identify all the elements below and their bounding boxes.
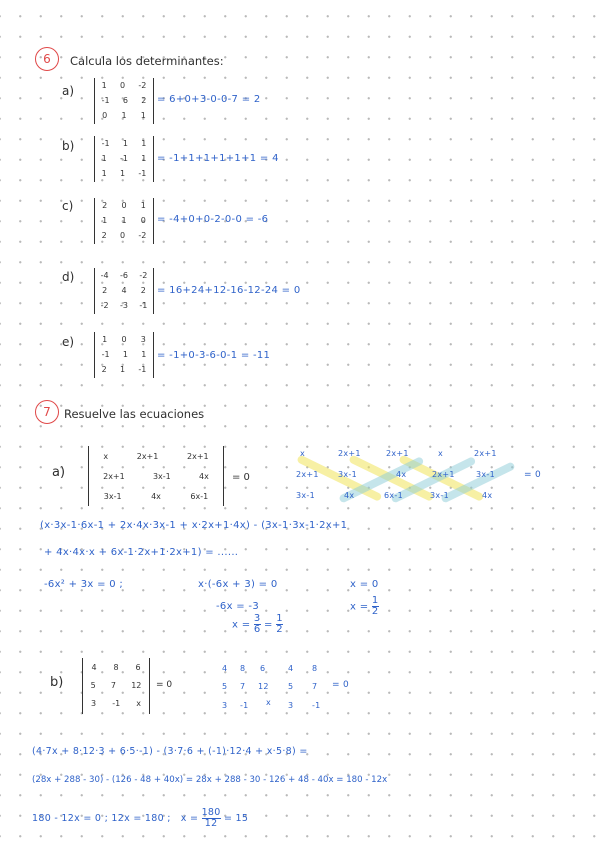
cell: 4	[91, 663, 97, 672]
cell: 0	[119, 81, 126, 90]
denominator: 2	[371, 606, 379, 617]
cell: 1	[101, 81, 107, 90]
ex7-a-factored: x·(-6x + 3) = 0	[198, 579, 278, 590]
ex7-a-determinant	[88, 446, 224, 506]
sarrus-cell: 5	[288, 682, 294, 691]
ex6-a-result: = 6+0+3-0-0-7 = 2	[157, 94, 261, 105]
sarrus-cell: 3x-1	[296, 491, 316, 500]
ex7-a-root2	[350, 596, 379, 617]
ex7-a-root1: x = 0	[350, 579, 379, 590]
ex7-a-line5	[232, 614, 283, 635]
sarrus-cell: 3	[288, 701, 294, 710]
fraction	[276, 614, 283, 635]
ex6-c-determinant	[94, 198, 154, 244]
cell: -2	[100, 301, 109, 310]
line3-prefix: x =	[180, 813, 199, 824]
cell: 3	[140, 335, 146, 344]
sarrus-cell: x	[266, 698, 272, 707]
sarrus-cell: 6x-1	[384, 491, 404, 500]
cell: 1	[121, 111, 127, 120]
ex6-b-determinant	[94, 136, 154, 182]
ex6-c-label: c)	[62, 199, 74, 213]
cell: 3x-1	[152, 472, 171, 481]
cell: 1	[141, 154, 147, 163]
sarrus-cell: 8	[240, 664, 246, 673]
ex7-b-determinant	[82, 658, 150, 714]
cell: 6	[122, 96, 128, 105]
line5-equals: =	[264, 619, 273, 631]
cell: 1	[119, 169, 126, 178]
sarrus-cell: 4	[222, 664, 228, 673]
cell: -3	[120, 301, 128, 310]
denominator: 12	[202, 818, 221, 829]
sarrus-cell: 5	[222, 682, 228, 691]
cell: 0	[121, 335, 127, 344]
sarrus-cell: x	[300, 449, 306, 458]
cell: 0	[121, 201, 127, 210]
cell: 2	[140, 286, 146, 295]
sarrus-cell: 3x-1	[430, 491, 450, 500]
cell: 2	[101, 231, 107, 240]
cell: 2x+1	[136, 452, 159, 461]
denominator: 2	[276, 624, 283, 635]
cell: -1	[112, 699, 121, 708]
ex7-a-line4: -6x = -3	[216, 601, 259, 612]
cell: 12	[131, 681, 142, 690]
ex6-d-result: = 16+24+12-16-12-24 = 0	[157, 285, 301, 296]
cell: 2	[102, 286, 108, 295]
cell: 1	[102, 216, 108, 225]
cell: 0	[119, 231, 126, 240]
sarrus-cell: 4	[288, 664, 294, 673]
cell: -1	[101, 350, 110, 359]
ex6-b-result: = -1+1+1+1+1+1 = 4	[157, 153, 279, 164]
sarrus-cell: 7	[312, 682, 318, 691]
cell: 2x+1	[187, 452, 209, 461]
cell: 8	[113, 663, 119, 672]
ex6-c-result: = -4+0+0-2-0-0 = -6	[157, 214, 269, 225]
cell: 4x	[199, 472, 209, 481]
cell: -1	[139, 301, 148, 310]
cell: 4x	[151, 492, 161, 501]
cell: x	[103, 452, 109, 461]
cell: 1	[141, 139, 147, 148]
sarrus-cell: 12	[258, 682, 269, 691]
fraction	[202, 808, 221, 829]
cell: 7	[110, 681, 116, 690]
cell: 1	[102, 335, 108, 344]
ex6-a-label: a)	[62, 84, 75, 98]
cell: 6x-1	[190, 492, 209, 501]
cell: 1	[101, 154, 107, 163]
ex7-a-label: a)	[52, 465, 66, 480]
sarrus-equals: = 0	[332, 680, 350, 690]
cell: 2	[141, 96, 147, 105]
sarrus-cell: x	[438, 449, 444, 458]
cell: 1	[101, 169, 107, 178]
line5-prefix: x =	[232, 619, 251, 631]
cell: x	[136, 699, 141, 708]
ex6-d-label: d)	[62, 270, 75, 284]
line3-result: = 15	[223, 813, 249, 824]
ex7-b-line2: (28x + 288 - 30) - (126 - 48 + 40x) = 28x + 288 - 30 - 126 + 48 - 40x = 180 - 12x	[32, 775, 388, 785]
ex7-a-equals: = 0	[232, 472, 250, 483]
cell: 2	[102, 201, 108, 210]
sarrus-cell: 4x	[344, 491, 355, 500]
sarrus-cell: 2x+1	[474, 449, 497, 458]
ex7-a-line1: (x·3x-1·6x-1 + 2x·4x·3x-1 + x·2x+1·4x) - (3x-1·3x-1·2x+1	[40, 520, 348, 531]
ex6-b-label: b)	[62, 139, 75, 153]
cell: 6	[135, 663, 141, 672]
cell: -2	[138, 81, 147, 90]
sarrus-cell: 6	[260, 664, 266, 673]
ex6-e-determinant	[94, 332, 154, 378]
exercise-6-number: 6	[35, 47, 59, 71]
cell: 1	[140, 111, 146, 120]
cell: -1	[101, 96, 110, 105]
sarrus-cell: 2x+1	[386, 449, 409, 458]
cell: -2	[138, 231, 147, 240]
ex6-a-determinant	[94, 78, 154, 124]
sarrus-cell: 4x	[482, 491, 493, 500]
numerator: 180	[201, 807, 221, 818]
ex6-e-label: e)	[62, 335, 75, 349]
cell: 1	[122, 139, 128, 148]
cell: 1	[119, 365, 126, 374]
cell: 0	[102, 111, 108, 120]
exercise-7-number: 7	[35, 400, 59, 424]
cell: 2	[101, 365, 107, 374]
sarrus-cell: -1	[240, 701, 249, 710]
sarrus-cell: 3	[222, 701, 228, 710]
cell: 3x-1	[103, 492, 122, 501]
denominator: 6	[253, 624, 261, 635]
exercise-7-title: Resuelve las ecuaciones	[64, 407, 205, 421]
sarrus-cell: 3x-1	[476, 470, 496, 479]
cell: 4	[121, 286, 127, 295]
exercise-6-title: Calcula los determinantes:	[70, 54, 224, 68]
numerator: 1	[371, 595, 379, 606]
sarrus-cell: -1	[312, 701, 321, 710]
ex6-d-determinant	[94, 268, 154, 314]
ex7-b-line1: (4·7x + 8·12·3 + 6·5·-1) - (3·7·6 + (-1)·12·4 + x·5·8) =	[32, 746, 308, 757]
ex7-b-label: b)	[50, 675, 64, 690]
ex7-b-equals: = 0	[156, 680, 173, 690]
sarrus-cell: 2x+1	[432, 470, 455, 479]
cell: 0	[140, 216, 146, 225]
sarrus-equals: = 0	[524, 470, 542, 480]
cell: -1	[101, 139, 110, 148]
cell: -2	[139, 271, 148, 280]
numerator: 3	[253, 613, 261, 624]
cell: -1	[119, 154, 128, 163]
cell: 1	[121, 216, 127, 225]
numerator: 1	[276, 613, 283, 624]
cell: 5	[90, 681, 96, 690]
root2-prefix: x =	[350, 601, 369, 613]
ex6-e-result: = -1+0-3-6-0-1 = -11	[157, 350, 271, 361]
line3-text: 180 - 12x = 0 ; 12x = 180 ;	[32, 813, 171, 824]
sarrus-cell: 4x	[396, 470, 407, 479]
cell: 1	[141, 350, 147, 359]
cell: 1	[140, 201, 146, 210]
cell: -4	[100, 271, 109, 280]
ex7-a-line3: -6x² + 3x = 0 ;	[44, 579, 124, 590]
cell: 2x+1	[103, 472, 125, 481]
cell: 3	[91, 699, 97, 708]
sarrus-cell: 8	[312, 664, 318, 673]
cell: -1	[138, 365, 147, 374]
fraction	[254, 614, 261, 635]
sarrus-cell: 3x-1	[338, 470, 358, 479]
cell: 1	[122, 350, 128, 359]
ex7-a-line2: + 4x·4x·x + 6x-1·2x+1·2x+1) = ......	[44, 547, 239, 558]
ex7-b-line3	[32, 808, 248, 829]
sarrus-cell: 7	[240, 682, 246, 691]
cell: -1	[138, 169, 147, 178]
sarrus-cell: 2x+1	[296, 470, 319, 479]
sarrus-cell: 2x+1	[338, 449, 361, 458]
cell: -6	[120, 271, 128, 280]
fraction	[372, 596, 379, 617]
